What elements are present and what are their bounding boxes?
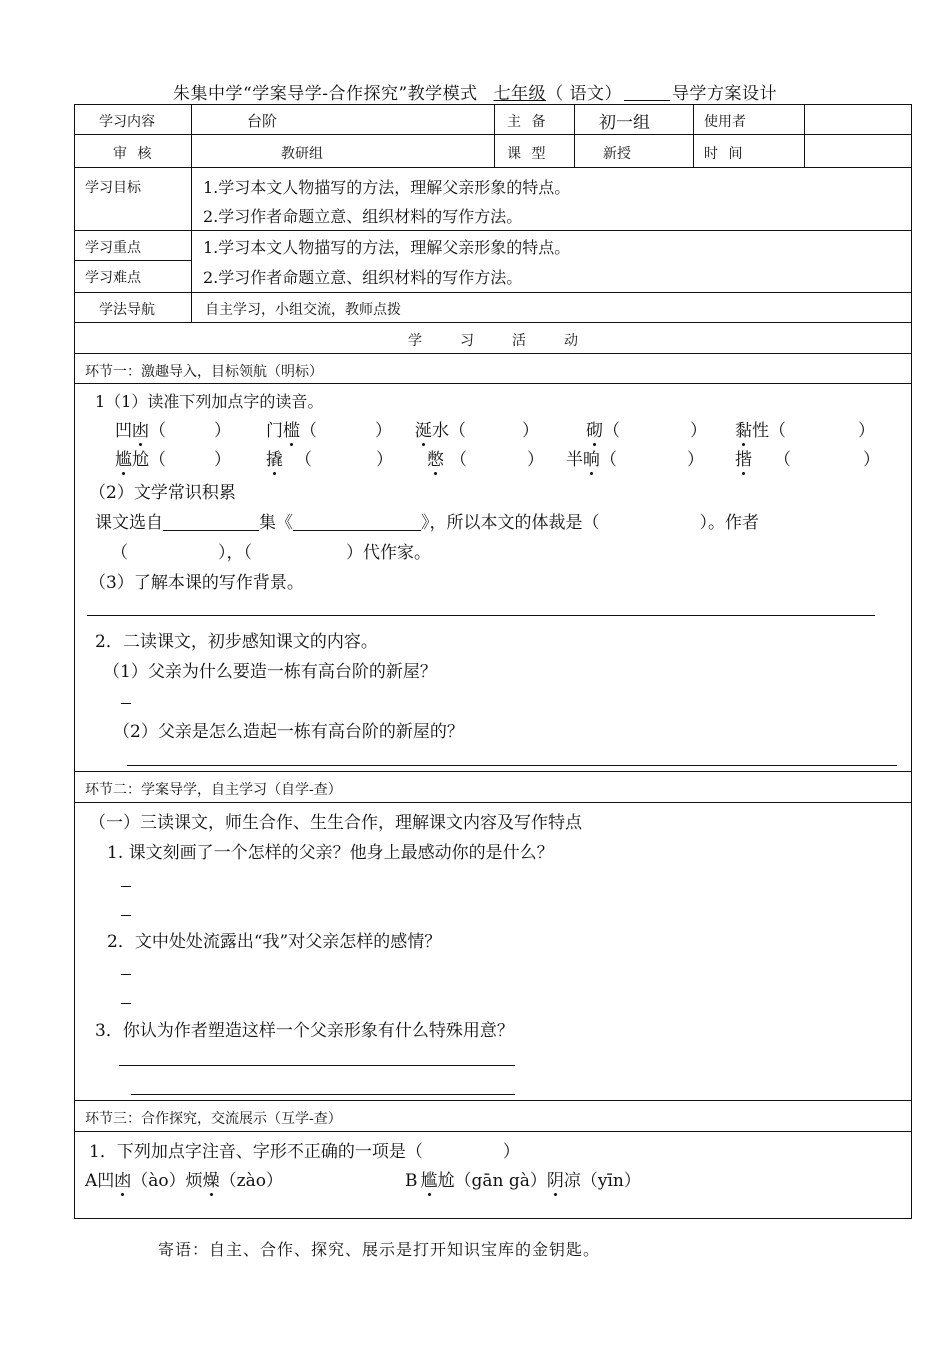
type-value: 新授 xyxy=(603,146,631,162)
activities-heading: 学 习 活 动 xyxy=(408,333,578,349)
section3-option-b[interactable]: B 尴尬（gān gà）阴凉（yīn） xyxy=(405,1166,641,1191)
section1-header: 环节一：激趣导入，目标领航（明标） xyxy=(85,364,323,380)
section1-q3-title: （3）了解本课的写作背景。 xyxy=(89,573,304,593)
answer-line[interactable] xyxy=(87,615,875,616)
section2-q2: 2．文中处处流露出“我”对父亲怎样的感情？ xyxy=(107,932,442,952)
section3-option-a[interactable]: A凹凼（ào）烦燥（zào） xyxy=(85,1166,283,1191)
content-label: 学习内容 xyxy=(99,114,155,130)
answer-line[interactable] xyxy=(121,915,131,916)
lead-label: 主 备 xyxy=(507,114,549,130)
user-label: 使用者 xyxy=(704,114,746,130)
section3-header: 环节三：合作探究，交流展示（互学-查） xyxy=(85,1111,342,1127)
answer-line[interactable] xyxy=(121,974,131,975)
literature-line-2: （ ），（ ）代作家。 xyxy=(111,543,431,563)
answer-blank[interactable] xyxy=(163,514,259,531)
answer-line[interactable] xyxy=(131,1094,515,1095)
answer-blank[interactable] xyxy=(293,514,421,531)
answer-line[interactable] xyxy=(119,1065,515,1066)
section1-q2-title: （2）文学常识积累 xyxy=(89,483,236,503)
method-text: 自主学习，小组交流，教师点拨 xyxy=(205,302,401,318)
title-suffix: 导学方案设计 xyxy=(671,84,777,104)
review-value: 教研组 xyxy=(281,146,323,162)
school-mode-title: 朱集中学“学案导学-合作探究”教学模式 xyxy=(173,84,478,104)
subject-close: ） xyxy=(604,84,622,104)
difficulties-label: 学习难点 xyxy=(85,270,141,286)
key-points-label: 学习重点 xyxy=(85,240,141,256)
objectives-label: 学习目标 xyxy=(85,180,141,196)
answer-line[interactable] xyxy=(121,886,131,887)
section1-q4-title: 2．二读课文，初步感知课文的内容。 xyxy=(95,632,378,652)
section2-header: 环节二：学案导学，自主学习（自学-查） xyxy=(85,782,342,798)
key-points-text: 1.学习本文人物描写的方法，理解父亲形象的特点。 xyxy=(203,238,571,257)
title-blank[interactable] xyxy=(624,86,670,101)
literature-line-1: 课文选自 集《 》，所以本文的体裁是（ ）。作者 xyxy=(95,513,759,533)
objective-item: 2.学习作者命题立意、组织材料的写作方法。 xyxy=(203,207,523,226)
pinyin-row-1: 凹凼（ ） xyxy=(115,416,231,441)
lead-value: 初一组 xyxy=(599,113,650,133)
type-label: 课 型 xyxy=(507,146,549,162)
page-title xyxy=(0,79,950,104)
answer-line[interactable] xyxy=(121,703,131,704)
section3-q1: 1．下列加点字注音、字形不正确的一项是（ ） xyxy=(89,1142,520,1162)
content-value: 台阶 xyxy=(247,112,278,130)
answer-line[interactable] xyxy=(121,1003,131,1004)
review-label: 审 核 xyxy=(113,146,155,162)
grade: 七年级 xyxy=(493,84,547,104)
footer-motto: 寄语：自主、合作、探究、展示是打开知识宝库的金钥匙。 xyxy=(158,1240,601,1259)
objective-item: 1.学习本文人物描写的方法，理解父亲形象的特点。 xyxy=(203,178,571,197)
method-label: 学法导航 xyxy=(99,302,155,318)
section1-q1-title: 1（1）读准下列加点字的读音。 xyxy=(95,392,324,411)
section1-q4-2: （2）父亲是怎么造起一栋有高台阶的新屋的？ xyxy=(113,722,464,742)
subject: 语文 xyxy=(569,84,605,104)
worksheet-table: 学习内容 台阶 主 备 初一组 使用者 审 核 教研组 课 型 新授 时 间 学习目标 1.学习本文人物描写的方法，理解父亲形象的特点。 2.学习作者命题立意、组织材料的写作方法。 学习重点 1.学习本文人物描写的方法，理解父亲形象的特点。 学习难点 2.学习作者命题立意、组织材料的写作方法。 学法导航 自主学习，小组交流，教师点拨 学 习 活 动 环节一：激趣导入，目标领航（明标） 1（1）读准下列加点字的读音。 凹凼（ ） 门槛（ ） 涎水（ ） 砌（ ） 黏性（ ） 尴尬（ ） 撬 （ ） 憋 （ ） 半晌（ ） 揩 （ ） （2）文学常识积累 课文选自 集《 》，所以本文的体裁是（ ）。作者 （ ），（ ）代作家。 （3）了解本课的写作背景。 2．二读课文，初步感知课文的内容。 （1）父亲为什么要造一栋有高台阶的新屋？ （2）父亲是怎么造起一栋有高台阶的新屋的？ 环节二：学案导学，自主学习（自学-查） （一）三读课文，师生合作、生生合作，理解课文内容及写作特点 1. 课文刻画了一个怎样的父亲？他身上最感动你的是什么？ 2．文中处处流露出“我”对父亲怎样的感情？ 3．你认为作者塑造这样一个父亲形象有什么特殊用意？ 环节三：合作探究，交流展示（互学-查） 1．下列加点字注音、字形不正确的一项是（ ） A凹凼（ào）烦燥（zào） B 尴尬（gān gà）阴凉（yīn） xyxy=(74,104,912,1219)
section1-q4-1: （1）父亲为什么要造一栋有高台阶的新屋？ xyxy=(103,662,437,682)
section2-q3: 3．你认为作者塑造这样一个父亲形象有什么特殊用意？ xyxy=(95,1021,514,1041)
answer-line[interactable] xyxy=(127,765,897,766)
section2-q1: 1. 课文刻画了一个怎样的父亲？他身上最感动你的是什么？ xyxy=(107,843,554,863)
time-label: 时 间 xyxy=(704,146,746,162)
subject-open: （ xyxy=(546,84,570,104)
pinyin-row-2: 尴尬（ ） xyxy=(115,445,231,470)
difficulties-text: 2.学习作者命题立意、组织材料的写作方法。 xyxy=(203,268,523,287)
section2-intro: （一）三读课文，师生合作、生生合作，理解课文内容及写作特点 xyxy=(89,813,582,833)
